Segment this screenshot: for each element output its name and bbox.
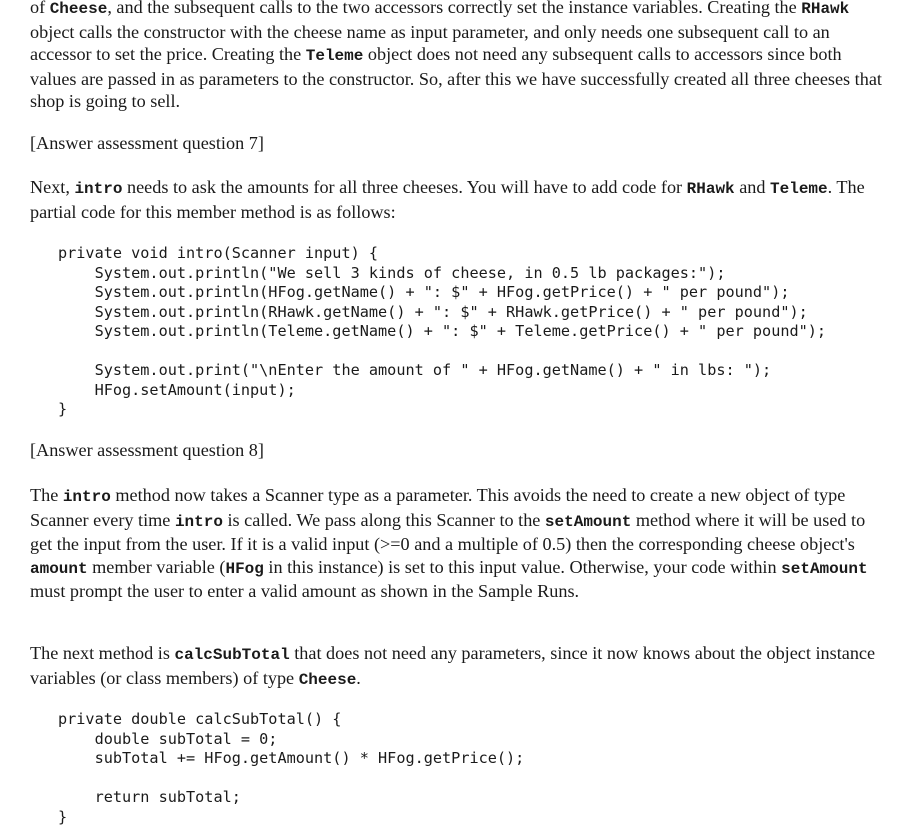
answer-question-8: [Answer assessment question 8] xyxy=(30,440,264,460)
text: that does not need any parameters, since it now knows about the object instance variables (or class members) of type xyxy=(30,643,876,688)
text: , and the subsequent calls to the two accessors correctly set the instance variables. Creating the xyxy=(107,0,802,17)
text: The next method is xyxy=(30,643,175,663)
text: Next, xyxy=(30,177,75,197)
code-term: calcSubTotal xyxy=(174,646,290,664)
text: The xyxy=(30,485,63,505)
text: must prompt the user to enter a valid amount as shown in the Sample Runs. xyxy=(30,581,580,601)
code-block-calcsubtotal: private double calcSubTotal() { double subTotal = 0; subTotal += HFog.getAmount() * HFog.getPrice(); return subTotal; } xyxy=(58,710,525,826)
text: member variable ( xyxy=(87,556,226,577)
answer-question-7: [Answer assessment question 7] xyxy=(30,133,264,153)
text: needs to ask the amounts for all three cheeses. You will have to add code for xyxy=(122,177,687,197)
paragraph-intro xyxy=(30,176,890,223)
text: . xyxy=(356,667,361,688)
text: and xyxy=(734,177,771,197)
code-block-intro: private void intro(Scanner input) { System.out.println("We sell 3 kinds of cheese, in 0.5 lb packages:"); System.out.println(HFog.getName() + ": $" + HFog.getPrice() + " per pound"); System.out.println(RHawk.getName() + ": $" + RHawk.getPrice() + " per pound"); System.out.println(Teleme.getName() + ": $" + Teleme.getPrice() + " per pound"); System.out.print("\nEnter the amount of " + HFog.getName() + " in lbs: "); HFog.setAmount(input); } xyxy=(58,244,827,418)
text: of xyxy=(30,0,50,17)
paragraph-cheese-creation xyxy=(30,0,890,113)
code-term: Cheese xyxy=(49,0,108,18)
code-term: intro xyxy=(62,488,111,506)
code-term: Cheese xyxy=(298,670,357,689)
text: method where it will be used to get the input from the user. If it is a valid input (>=0 and a multiple of 0.5) then the corresponding cheese object's xyxy=(30,509,866,554)
text: in this instance) is set to this input value. Otherwise, your code within xyxy=(263,556,782,577)
code-term: setAmount xyxy=(781,559,868,578)
code-term: Teleme xyxy=(770,180,828,198)
text: object does not need any subsequent calls to accessors since both values are passed in as parameters to the constructor. So, after this we have successfully created all three cheeses that shop is going to sell. xyxy=(30,44,882,111)
code-term: RHawk xyxy=(801,0,850,18)
paragraph-scanner xyxy=(30,484,890,603)
paragraph-calcsubtotal xyxy=(30,642,890,691)
text: method now takes a Scanner type as a parameter. This avoids the need to create a new object of type Scanner every time xyxy=(30,485,846,530)
code-term: Teleme xyxy=(305,47,364,65)
code-term: setAmount xyxy=(544,512,632,531)
code-term: RHawk xyxy=(686,180,735,198)
code-term: amount xyxy=(30,559,88,578)
code-term: intro xyxy=(74,180,123,198)
text: . The partial code for this member method is as follows: xyxy=(30,177,865,222)
code-term: intro xyxy=(174,512,223,531)
code-term: HFog xyxy=(225,559,264,578)
text: object calls the constructor with the cheese name as input parameter, and only needs one subsequent call to an accessor to set the price. Creating the xyxy=(30,21,830,64)
text: is called. We pass along this Scanner to the xyxy=(222,509,545,530)
